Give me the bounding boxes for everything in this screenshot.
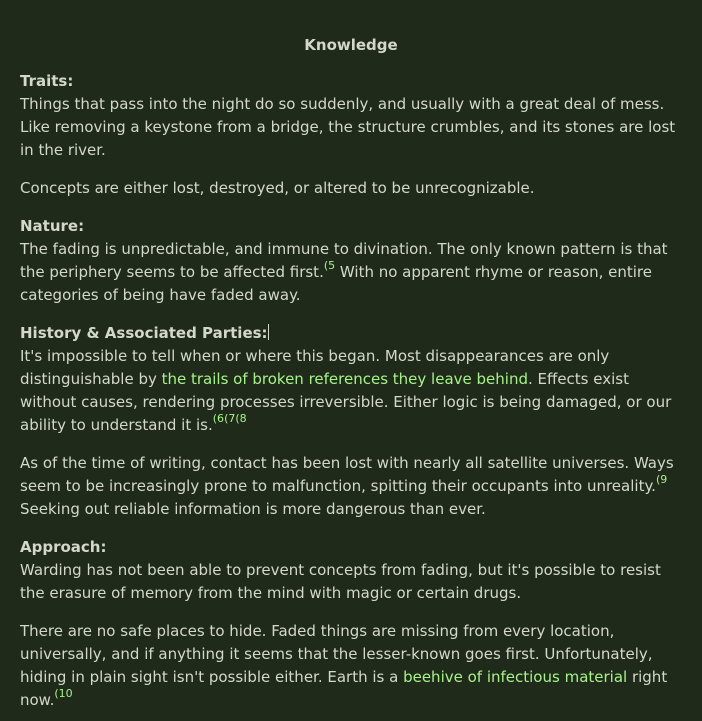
traits-heading: Traits: (20, 72, 74, 90)
nature-section (20, 215, 682, 307)
page-title: Knowledge (304, 36, 398, 54)
text-cursor (268, 324, 269, 340)
history-text-before: It's impossible to tell when or where this began. Most disappearances are only distinguishable by (20, 347, 610, 388)
history-text-after: . Effects exist without causes, rendering processes irreversible. Either logic is being damaged, or our ability to understand it is. (20, 370, 672, 434)
footnote-ref-5[interactable]: (5 (323, 259, 336, 272)
approach-paragraph-1: Warding has not been able to prevent concepts from fading, but it's possible to resist the erasure of memory from the mind with magic or certain drugs. (20, 561, 661, 602)
approach-section (20, 536, 682, 605)
footnote-ref-10[interactable]: (10 (54, 687, 73, 700)
history-section (20, 322, 682, 437)
approach-p2-before: There are no safe places to hide. Faded things are missing from every location, universally, and if anything it seems that the lesser-known goes first. Unfortunately, hiding in plain sight isn't possible either. Earth is a (20, 622, 653, 686)
approach-heading: Approach: (20, 538, 107, 556)
beehive-link[interactable]: beehive of infectious material (403, 668, 628, 686)
footnote-ref-7[interactable]: (7 (224, 412, 236, 425)
footnote-ref-9[interactable]: (9 (655, 473, 668, 486)
nature-text-after: With no apparent rhyme or reason, entire categories of being have faded away. (20, 263, 652, 304)
nature-heading: Nature: (20, 217, 85, 235)
history-heading (20, 322, 682, 345)
approach-p2-after: right now. (20, 668, 668, 709)
traits-section (20, 70, 682, 162)
history-heading-text: History & Associated Parties: (20, 324, 268, 342)
footnote-ref-6[interactable]: (6 (212, 412, 225, 425)
history-p2-after: Seeking out reliable information is more dangerous than ever. (20, 500, 486, 518)
approach-paragraph-2 (20, 620, 682, 712)
traits-paragraph-2: Concepts are either lost, destroyed, or altered to be unrecognizable. (20, 179, 535, 197)
history-paragraph-2 (20, 452, 682, 521)
history-p2-before: As of the time of writing, contact has been lost with nearly all satellite universes. Ways seem to be increasingly prone to malfunction, spitting their occupants into unreality. (20, 454, 674, 495)
footnote-ref-8[interactable]: (8 (235, 412, 247, 425)
broken-references-link[interactable]: the trails of broken references they leave behind (161, 370, 528, 388)
traits-paragraph-1: Things that pass into the night do so suddenly, and usually with a great deal of mess. Like removing a keystone from a bridge, the structure crumbles, and its stones are lost in the river. (20, 95, 676, 159)
nature-text-before: The fading is unpredictable, and immune to divination. The only known pattern is that the periphery seems to be affected first. (20, 240, 668, 281)
